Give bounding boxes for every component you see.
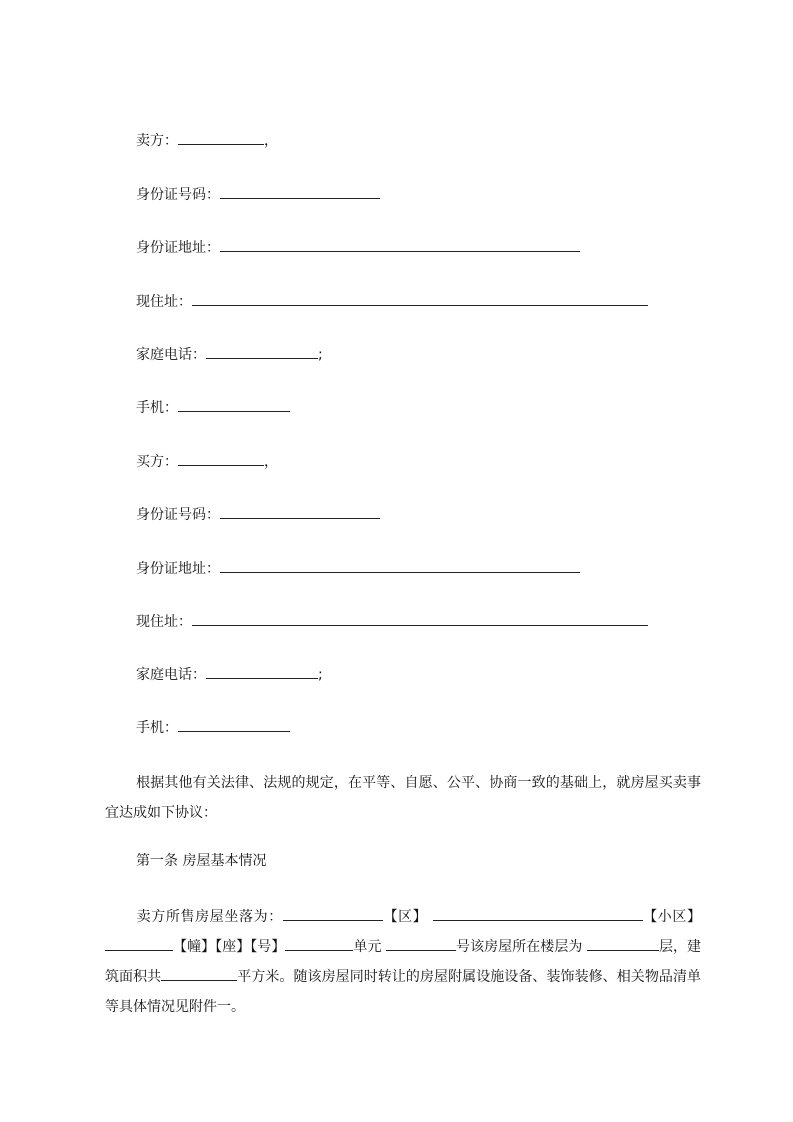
article-1-title: 第一条 房屋基本情况 xyxy=(136,853,267,869)
seller-name-blank[interactable] xyxy=(178,131,264,145)
buyer-name-suffix: ， xyxy=(264,454,278,470)
number-blank[interactable] xyxy=(285,937,353,951)
seller-id-address-label: 身份证地址： xyxy=(136,240,220,256)
seller-home-phone-suffix: ; xyxy=(318,347,323,363)
buyer-name-blank[interactable] xyxy=(178,452,264,466)
article-1-text-4: 【幢】【座】【号】 xyxy=(173,939,286,955)
article-1-text-2: 【区】 xyxy=(382,909,428,925)
seller-id-address-blank[interactable] xyxy=(220,238,580,252)
seller-current-address-line xyxy=(136,292,648,312)
article-1-text-6: 号该房屋所在楼层为 xyxy=(456,939,583,955)
seller-mobile-label: 手机： xyxy=(136,400,178,416)
buyer-id-address-label: 身份证地址： xyxy=(136,561,220,577)
buyer-home-phone-suffix: ; xyxy=(318,667,323,683)
article-1-text-1: 卖方所售房屋坐落为： xyxy=(136,909,283,925)
unit-blank[interactable] xyxy=(386,937,456,951)
community-blank[interactable] xyxy=(433,907,643,921)
seller-name-line xyxy=(136,131,278,151)
buyer-id-line xyxy=(136,505,380,525)
buyer-home-phone-line xyxy=(136,665,323,685)
seller-home-phone-blank[interactable] xyxy=(206,345,318,359)
buyer-current-address-label: 现住址： xyxy=(136,614,192,630)
seller-mobile-line xyxy=(136,398,290,418)
buyer-name-line xyxy=(136,452,278,472)
buyer-label: 买方： xyxy=(136,454,178,470)
intro-paragraph xyxy=(105,768,701,828)
article-1-text-3: 【小区】 xyxy=(642,909,702,925)
seller-home-phone-label: 家庭电话： xyxy=(136,347,206,363)
buyer-current-address-line xyxy=(136,612,648,632)
article-1-text-5: 单元 xyxy=(353,939,382,955)
seller-mobile-blank[interactable] xyxy=(178,398,290,412)
seller-current-address-label: 现住址： xyxy=(136,294,192,310)
seller-label: 卖方： xyxy=(136,133,178,149)
seller-id-blank[interactable] xyxy=(220,185,380,199)
seller-id-label: 身份证号码： xyxy=(136,187,220,203)
seller-id-address-line xyxy=(136,238,580,258)
buyer-id-address-line xyxy=(136,559,580,579)
seller-current-address-blank[interactable] xyxy=(192,292,648,306)
buyer-current-address-blank[interactable] xyxy=(192,612,648,626)
buyer-mobile-blank[interactable] xyxy=(178,718,290,732)
seller-id-line xyxy=(136,185,380,205)
intro-text: 根据其他有关法律、法规的规定，在平等、自愿、公平、协商一致的基础上，就房屋买卖事宜达成如下协议： xyxy=(105,775,701,821)
buyer-mobile-line xyxy=(136,718,290,738)
buyer-id-blank[interactable] xyxy=(220,505,380,519)
building-blank[interactable] xyxy=(105,937,173,951)
buyer-home-phone-blank[interactable] xyxy=(206,665,318,679)
buyer-id-label: 身份证号码： xyxy=(136,507,220,523)
district-blank[interactable] xyxy=(283,907,383,921)
buyer-home-phone-label: 家庭电话： xyxy=(136,667,206,683)
buyer-mobile-label: 手机： xyxy=(136,720,178,736)
seller-home-phone-line xyxy=(136,345,323,365)
floor-blank[interactable] xyxy=(587,937,659,951)
article-1-text-8: 平方米。随该房屋同时转让的房屋附属设施设备、装饰装修、相关物品清单等具体情况见附件一。 xyxy=(105,969,702,1015)
article-1-text-7: 层，建筑面积共 xyxy=(105,939,702,985)
article-1-paragraph xyxy=(105,902,701,1022)
area-blank[interactable] xyxy=(161,967,237,981)
seller-name-suffix: ， xyxy=(264,133,278,149)
buyer-id-address-blank[interactable] xyxy=(220,559,580,573)
